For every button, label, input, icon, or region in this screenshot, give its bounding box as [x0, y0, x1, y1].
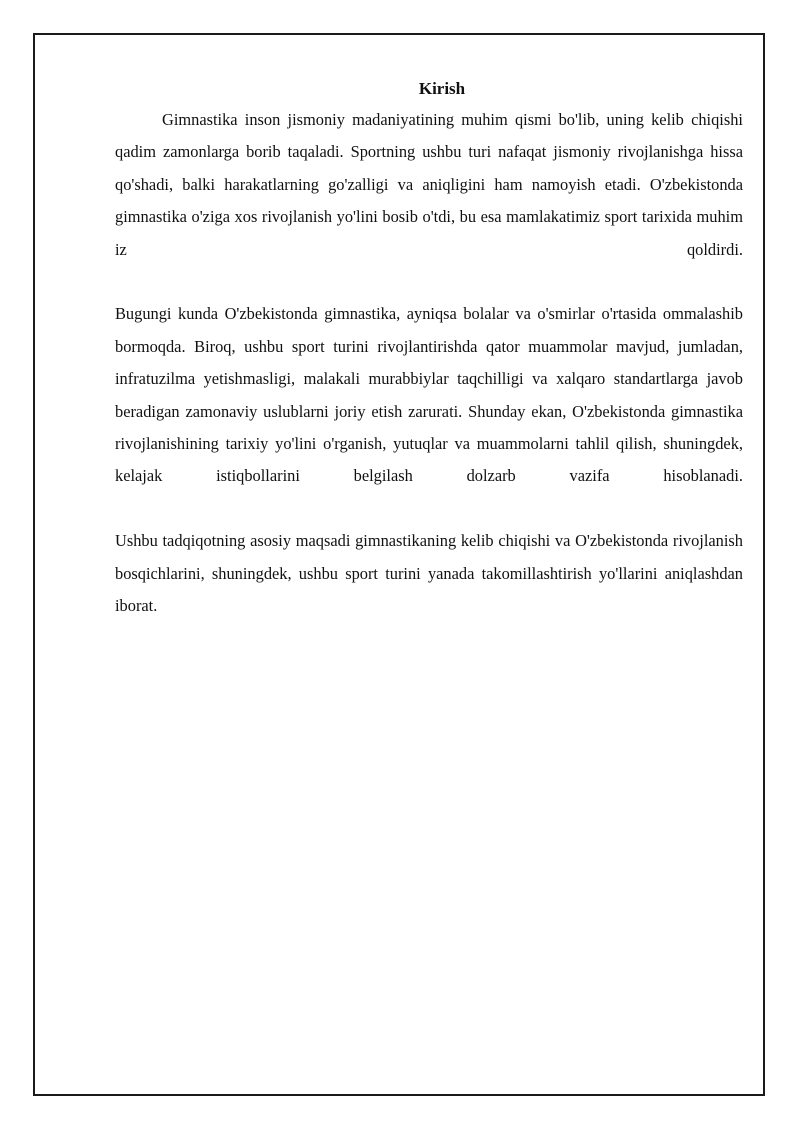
paragraph-3: Ushbu tadqiqotning asosiy maqsadi gimnastikaning kelib chiqishi va O'zbekistonda rivojlanish bosqichlarini, shuningdek, ushbu sport turini yanada takomillashtirish yo'llarini aniqlashdan iborat.: [115, 531, 743, 616]
paragraph-gap: [115, 493, 743, 525]
page-title: Kirish: [418, 79, 466, 98]
paragraph-2: Bugungi kunda O'zbekistonda gimnastika, ayniqsa bolalar va o'smirlar o'rtasida ommalashib bormoqda. Biroq, ushbu sport turini rivojlantirishda qator muammolar mavjud, jumladan, infratuzilma yetishmasligi, malakali murabbiylar taqchilligi va xalqaro standartlarga javob beradigan zamonaviy uslublarni joriy etish zarurati. Shunday ekan, O'zbekistonda gimnastika rivojlanishining tarixiy yo'lini o'rganish, yutuqlar va muammolarni tahlil qilish, shuningdek, kelajak istiqbollarini belgilash dolzarb vazifa hisoblanadi.: [115, 304, 743, 486]
paragraph-1: Gimnastika inson jismoniy madaniyatining muhim qismi bo'lib, uning kelib chiqishi qadim zamonlarga borib taqaladi. Sportning ushbu turi nafaqat jismoniy rivojlanishga hissa qo'shadi, balki harakatlarning go'zalligi va aniqligini ham namoyish etadi. O'zbekistonda gimnastika o'ziga xos rivojlanish yo'lini bosib o'tdi, bu esa mamlakatimiz sport tarixida muhim iz qoldirdi.: [115, 110, 743, 259]
paragraph-gap: [115, 266, 743, 298]
document-body: [115, 74, 743, 622]
